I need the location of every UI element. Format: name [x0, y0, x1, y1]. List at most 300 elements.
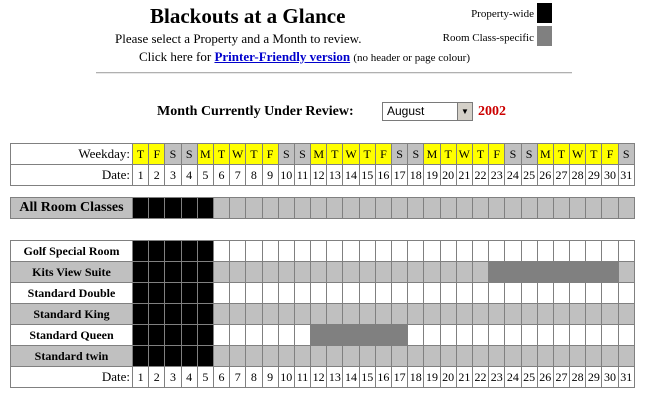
month-select[interactable] [382, 102, 473, 121]
date-cell: 20 [440, 367, 456, 388]
date-cell: 8 [246, 165, 262, 186]
weekday-cell: M [537, 144, 553, 165]
date-cell: 29 [586, 165, 602, 186]
date-cell: 25 [521, 165, 537, 186]
day-cell [327, 283, 343, 304]
day-cell [181, 325, 197, 346]
date-cell: 6 [213, 165, 229, 186]
day-cell [570, 325, 586, 346]
day-cell [359, 283, 375, 304]
date-cell: 25 [521, 367, 537, 388]
day-cell [246, 325, 262, 346]
day-cell [553, 241, 569, 262]
day-cell [424, 198, 440, 219]
day-cell [311, 283, 327, 304]
day-cell [197, 304, 213, 325]
day-cell [392, 304, 408, 325]
room-class-row [11, 346, 635, 367]
printer-note: (no header or page colour) [353, 52, 470, 64]
day-cell [537, 346, 553, 367]
weekday-cell: W [343, 144, 359, 165]
room-class-label: Standard twin [11, 346, 133, 367]
date-cell: 20 [440, 165, 456, 186]
day-cell [570, 283, 586, 304]
date-cell: 27 [553, 367, 569, 388]
date-cell: 21 [456, 367, 472, 388]
date-cell: 22 [472, 367, 488, 388]
day-cell [521, 198, 537, 219]
day-cell [278, 262, 294, 283]
date-cell: 13 [327, 165, 343, 186]
date-cell: 31 [618, 367, 634, 388]
day-cell [343, 198, 359, 219]
day-cell [602, 346, 618, 367]
day-cell [149, 325, 165, 346]
day-cell [149, 283, 165, 304]
weekday-cell: T [133, 144, 149, 165]
day-cell [505, 241, 521, 262]
day-cell [197, 346, 213, 367]
weekday-cell: F [602, 144, 618, 165]
day-cell [181, 304, 197, 325]
day-cell [246, 346, 262, 367]
spacer-cell [11, 186, 635, 198]
day-cell [181, 241, 197, 262]
day-cell [197, 198, 213, 219]
date-cell: 13 [327, 367, 343, 388]
day-cell [586, 241, 602, 262]
day-cell [327, 241, 343, 262]
day-cell [343, 283, 359, 304]
date-cell: 10 [278, 367, 294, 388]
date-cell: 15 [359, 367, 375, 388]
day-cell [521, 346, 537, 367]
day-cell [456, 304, 472, 325]
day-cell [505, 346, 521, 367]
weekday-cell: S [505, 144, 521, 165]
day-cell [246, 304, 262, 325]
page-subtitle: Please select a Property and a Month to review. [115, 31, 362, 46]
day-cell [537, 241, 553, 262]
room-class-row [11, 283, 635, 304]
day-cell [489, 304, 505, 325]
date-label: Date: [11, 367, 133, 388]
date-cell: 5 [197, 165, 213, 186]
weekday-cell: W [570, 144, 586, 165]
date-cell: 31 [618, 165, 634, 186]
day-cell [602, 262, 618, 283]
day-cell [165, 198, 181, 219]
weekday-cell: S [278, 144, 294, 165]
month-label: Month Currently Under Review: [157, 104, 354, 119]
weekday-cell: W [456, 144, 472, 165]
blackout-grid [10, 143, 635, 388]
day-cell [197, 283, 213, 304]
day-cell [165, 304, 181, 325]
day-cell [602, 198, 618, 219]
day-cell [586, 262, 602, 283]
day-cell [375, 198, 391, 219]
day-cell [408, 241, 424, 262]
room-class-row [11, 325, 635, 346]
day-cell [230, 283, 246, 304]
day-cell [133, 262, 149, 283]
day-cell [343, 346, 359, 367]
day-cell [359, 262, 375, 283]
day-cell [392, 198, 408, 219]
day-cell [602, 325, 618, 346]
weekday-cell: T [586, 144, 602, 165]
day-cell [537, 262, 553, 283]
day-cell [133, 325, 149, 346]
day-cell [392, 283, 408, 304]
day-cell [311, 241, 327, 262]
day-cell [213, 241, 229, 262]
day-cell [165, 346, 181, 367]
weekday-cell: W [230, 144, 246, 165]
header-divider [96, 72, 572, 74]
day-cell [165, 241, 181, 262]
date-cell: 1 [133, 367, 149, 388]
day-cell [375, 283, 391, 304]
day-cell [294, 241, 310, 262]
date-cell: 30 [602, 367, 618, 388]
day-cell [343, 241, 359, 262]
date-cell: 22 [472, 165, 488, 186]
date-cell: 28 [570, 165, 586, 186]
day-cell [586, 325, 602, 346]
day-cell [618, 325, 634, 346]
day-cell [456, 325, 472, 346]
day-cell [408, 304, 424, 325]
month-select-value: August [387, 104, 425, 118]
weekday-cell: T [327, 144, 343, 165]
day-cell [505, 325, 521, 346]
date-cell: 1 [133, 165, 149, 186]
date-cell: 24 [505, 165, 521, 186]
day-cell [165, 325, 181, 346]
weekday-cell: T [359, 144, 375, 165]
day-cell [505, 198, 521, 219]
day-cell [440, 198, 456, 219]
day-cell [553, 304, 569, 325]
day-cell [505, 262, 521, 283]
date-cell: 6 [213, 367, 229, 388]
printer-prefix: Click here for [139, 49, 212, 64]
day-cell [602, 304, 618, 325]
day-cell [375, 325, 391, 346]
date-cell: 23 [489, 367, 505, 388]
date-cell: 14 [343, 367, 359, 388]
day-cell [570, 241, 586, 262]
day-cell [472, 262, 488, 283]
day-cell [424, 346, 440, 367]
weekday-row [11, 144, 635, 165]
day-cell [311, 262, 327, 283]
date-cell: 9 [262, 367, 278, 388]
day-cell [408, 283, 424, 304]
date-cell: 18 [408, 165, 424, 186]
day-cell [181, 262, 197, 283]
date-cell: 3 [165, 165, 181, 186]
spacer-cell [11, 219, 635, 241]
weekday-cell: S [181, 144, 197, 165]
day-cell [408, 325, 424, 346]
day-cell [311, 346, 327, 367]
day-cell [375, 241, 391, 262]
day-cell [197, 262, 213, 283]
day-cell [553, 325, 569, 346]
weekday-cell: S [165, 144, 181, 165]
day-cell [586, 304, 602, 325]
day-cell [311, 304, 327, 325]
day-cell [424, 283, 440, 304]
weekday-cell: F [375, 144, 391, 165]
date-cell: 26 [537, 165, 553, 186]
day-cell [456, 198, 472, 219]
day-cell [181, 346, 197, 367]
day-cell [230, 241, 246, 262]
day-cell [440, 283, 456, 304]
date-cell: 17 [392, 165, 408, 186]
date-cell: 15 [359, 165, 375, 186]
day-cell [570, 262, 586, 283]
date-cell: 28 [570, 367, 586, 388]
day-cell [278, 325, 294, 346]
day-cell [294, 198, 310, 219]
printer-friendly-link[interactable]: Printer-Friendly version [214, 49, 351, 64]
day-cell [262, 241, 278, 262]
room-class-label: Standard King [11, 304, 133, 325]
day-cell [213, 325, 229, 346]
day-cell [359, 346, 375, 367]
date-cell: 16 [375, 367, 391, 388]
day-cell [262, 262, 278, 283]
day-cell [521, 325, 537, 346]
day-cell [440, 241, 456, 262]
day-cell [213, 283, 229, 304]
day-cell [327, 304, 343, 325]
date-label: Date: [11, 165, 133, 186]
day-cell [489, 325, 505, 346]
day-cell [343, 262, 359, 283]
day-cell [230, 262, 246, 283]
weekday-cell: F [262, 144, 278, 165]
date-cell: 19 [424, 367, 440, 388]
day-cell [570, 304, 586, 325]
day-cell [553, 262, 569, 283]
day-cell [343, 325, 359, 346]
legend-property-wide-swatch [537, 3, 552, 23]
weekday-cell: F [149, 144, 165, 165]
day-cell [294, 346, 310, 367]
date-cell: 29 [586, 367, 602, 388]
day-cell [392, 346, 408, 367]
day-cell [165, 262, 181, 283]
date-cell: 4 [181, 367, 197, 388]
day-cell [489, 262, 505, 283]
day-cell [424, 241, 440, 262]
year-label: 2002 [478, 104, 506, 119]
day-cell [213, 304, 229, 325]
spacer-row [11, 186, 635, 198]
day-cell [392, 262, 408, 283]
weekday-cell: T [246, 144, 262, 165]
date-cell: 7 [230, 165, 246, 186]
day-cell [133, 283, 149, 304]
day-cell [262, 304, 278, 325]
day-cell [133, 304, 149, 325]
day-cell [537, 283, 553, 304]
day-cell [359, 325, 375, 346]
date-cell: 19 [424, 165, 440, 186]
day-cell [294, 304, 310, 325]
weekday-cell: S [294, 144, 310, 165]
day-cell [197, 241, 213, 262]
day-cell [375, 262, 391, 283]
day-cell [327, 346, 343, 367]
day-cell [327, 198, 343, 219]
day-cell [618, 283, 634, 304]
day-cell [246, 198, 262, 219]
day-cell [165, 283, 181, 304]
day-cell [408, 198, 424, 219]
weekday-cell: S [618, 144, 634, 165]
day-cell [149, 304, 165, 325]
day-cell [537, 198, 553, 219]
weekday-cell: S [408, 144, 424, 165]
date-cell: 12 [311, 367, 327, 388]
day-cell [602, 283, 618, 304]
day-cell [456, 241, 472, 262]
day-cell [246, 283, 262, 304]
date-cell: 5 [197, 367, 213, 388]
day-cell [230, 325, 246, 346]
weekday-cell: M [311, 144, 327, 165]
day-cell [343, 304, 359, 325]
day-cell [278, 304, 294, 325]
date-cell: 26 [537, 367, 553, 388]
day-cell [505, 283, 521, 304]
printer-friendly-line [139, 49, 470, 65]
day-cell [456, 346, 472, 367]
day-cell [408, 346, 424, 367]
day-cell [230, 304, 246, 325]
date-cell: 23 [489, 165, 505, 186]
day-cell [456, 283, 472, 304]
weekday-cell: T [472, 144, 488, 165]
date-cell: 11 [294, 165, 310, 186]
day-cell [327, 262, 343, 283]
day-cell [294, 325, 310, 346]
room-class-label: Golf Special Room [11, 241, 133, 262]
page-title: Blackouts at a Glance [150, 4, 346, 28]
chevron-down-icon[interactable]: ▼ [457, 103, 472, 120]
day-cell [149, 198, 165, 219]
room-class-row [11, 262, 635, 283]
day-cell [213, 346, 229, 367]
legend-property-wide-label: Property-wide [471, 8, 534, 20]
day-cell [278, 346, 294, 367]
day-cell [440, 262, 456, 283]
date-cell: 14 [343, 165, 359, 186]
day-cell [618, 304, 634, 325]
day-cell [149, 262, 165, 283]
day-cell [197, 325, 213, 346]
day-cell [472, 283, 488, 304]
day-cell [392, 241, 408, 262]
date-cell: 2 [149, 165, 165, 186]
date-cell: 12 [311, 165, 327, 186]
date-cell: 4 [181, 165, 197, 186]
day-cell [311, 325, 327, 346]
day-cell [359, 241, 375, 262]
day-cell [133, 346, 149, 367]
weekday-cell: F [489, 144, 505, 165]
day-cell [278, 241, 294, 262]
room-class-label: All Room Classes [11, 198, 133, 219]
room-class-label: Standard Double [11, 283, 133, 304]
day-cell [570, 346, 586, 367]
date-cell: 11 [294, 367, 310, 388]
day-cell [246, 262, 262, 283]
day-cell [553, 283, 569, 304]
day-cell [472, 304, 488, 325]
date-cell: 3 [165, 367, 181, 388]
date-cell: 17 [392, 367, 408, 388]
weekday-cell: S [392, 144, 408, 165]
day-cell [424, 262, 440, 283]
room-class-label: Standard Queen [11, 325, 133, 346]
day-cell [424, 325, 440, 346]
day-cell [618, 241, 634, 262]
day-cell [537, 304, 553, 325]
weekday-cell: T [553, 144, 569, 165]
weekday-cell: S [521, 144, 537, 165]
spacer-row [11, 219, 635, 241]
day-cell [262, 325, 278, 346]
date-cell: 9 [262, 165, 278, 186]
day-cell [602, 241, 618, 262]
day-cell [278, 283, 294, 304]
day-cell [408, 262, 424, 283]
day-cell [149, 241, 165, 262]
day-cell [618, 346, 634, 367]
day-cell [553, 346, 569, 367]
date-cell: 7 [230, 367, 246, 388]
day-cell [570, 198, 586, 219]
date-row [11, 165, 635, 186]
day-cell [472, 241, 488, 262]
date-cell: 27 [553, 165, 569, 186]
day-cell [294, 262, 310, 283]
day-cell [472, 346, 488, 367]
day-cell [537, 325, 553, 346]
weekday-cell: T [440, 144, 456, 165]
day-cell [440, 304, 456, 325]
day-cell [392, 325, 408, 346]
day-cell [278, 198, 294, 219]
day-cell [586, 198, 602, 219]
day-cell [553, 198, 569, 219]
day-cell [586, 346, 602, 367]
day-cell [375, 304, 391, 325]
day-cell [133, 241, 149, 262]
day-cell [213, 198, 229, 219]
room-class-row [11, 304, 635, 325]
day-cell [521, 241, 537, 262]
room-class-row [11, 241, 635, 262]
